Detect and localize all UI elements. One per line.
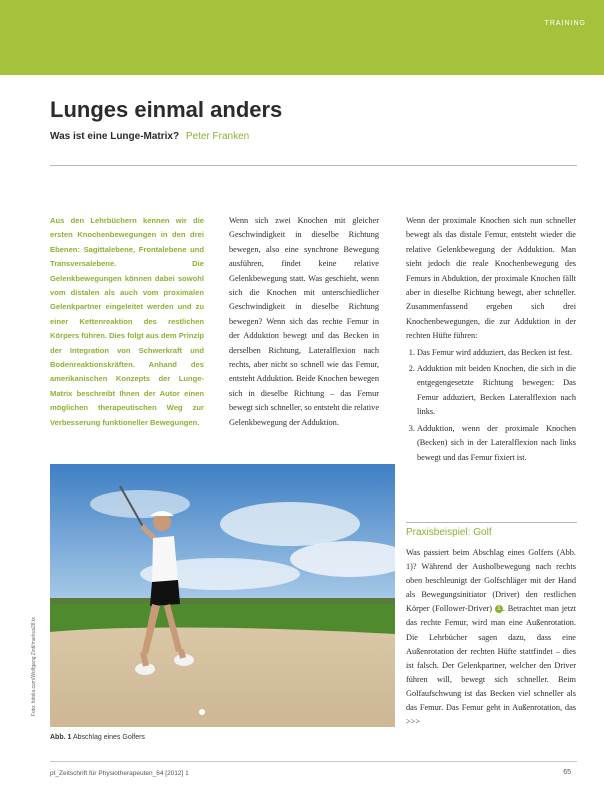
caption-text: Abschlag eines Golfers (72, 734, 145, 741)
golfer-illustration (50, 464, 395, 727)
golfer-photo (50, 464, 395, 727)
caption-number: Abb. 1 (50, 734, 72, 741)
body-paragraph: Wenn sich zwei Knochen mit gleicher Geschwindigkeit in dieselbe Richtung bewegen, also eine synchrone Bewegung ausführen, findet keine relative Gelenkbewegung statt. Was geschieht, wenn sich die Knochen mit unterschiedlicher Geschwindigkeit in dieselbe Richtung bewegen? Wenn sich das rechte Femur in der Adduktion bewegt und das Becken in derselben Richtung, Lateralflexion nach rechts, aber nicht so schnell wie das Femur, entsteht Adduktion. Beide Knochen bewegen sich in dieselbe Richtung – das Femur bewegt sich schneller, so entsteht die relative Gelenkbewegung der Adduktion. (229, 216, 380, 427)
header-bar (0, 0, 604, 75)
list-item: 1. Das Femur wird adduziert, das Becken ist fest. (417, 346, 576, 360)
intro-paragraph: Aus den Lehrbüchern kennen wir die ersten Knochenbewegungen in den drei Ebenen: Sagittalebene, Frontalebene und Transversalebene. Die Gelenkbewegungen können dabei sowohl vom distalen als auch vom proximalen Gelenkpartner eingeleitet werden und zu einer Kettenreaktion des restlichen Körpers führen. Dies folgt aus dem Prinzip der Integration von Schwerkraft und Bodenreaktionskräften. Anhand des amerikanischen Konzepts der Lunge-Matrix beschreibt Ihnen der Autor einen möglichen therapeutischen Weg zur Verbesserung funktioneller Bewegungen. (50, 216, 205, 427)
journal-reference: pt_Zeitschrift für Physiotherapeuten_64 [2012] 1 (50, 770, 189, 777)
body-paragraph: Wenn der proximale Knochen sich nun schneller bewegt als das distale Femur, entsteht wieder die relative Gelenkbewegung der Adduktion. Man sieht jedoch die reale Knochenbewegung des Femurs in Abduktion, der proximale Knochen fällt aber in dieselbe Richtung bewegt, aber schneller. Zusammenfassend ergeben sich drei Knochenbewegungen, die zur Adduktion in der rechten Hüfte führen: (406, 216, 576, 341)
article-subtitle (50, 131, 249, 142)
article-title: Lunges einmal anders (50, 97, 283, 122)
title-divider (50, 165, 577, 166)
practice-box-heading: Praxisbeispiel: Golf (406, 522, 577, 538)
box-text-part: . Betrachtet man jetzt das rechte Femur, wird man eine Außenrotation. Die Lehrbücher sagen dazu, dass eine Außenrotation der rechten Hüfte stattfindet – dies ist falsch. Der Gelenkpartner, welcher den Driver führen will, bewegt sich schneller. Beim Golfaufschwung ist das Becken viel schneller als das Femur. Das Femur geht in Außenrotation, das (406, 604, 577, 713)
box-text-part: Was passiert beim Abschlag eines Golfers (Abb. 1)? Während der Ausholbewegung nach rechts oben beschleunigt der Golfschläger mit der Hand als Bewegungsinitiator (Driver) den restlichen Körper (Follower-Driver) (406, 548, 576, 614)
body-column-right (406, 214, 576, 467)
reference-marker: 1 (495, 605, 503, 613)
adduction-steps-list (406, 346, 576, 465)
photo-credit: Foto: fotolia.com/Wolfgang Zintl/markus28.tx (31, 617, 37, 716)
intro-column (50, 214, 204, 430)
figure-caption (50, 734, 145, 741)
list-item: 3. Adduktion, wenn der proximale Knochen (Becken) sich in der Lateralflexion nach links bewegt und das Femur fixiert ist. (417, 422, 576, 465)
page-number: 65 (563, 769, 571, 776)
list-item: 2. Adduktion mit beiden Knochen, die sich in die entgegengesetzte Richtung bewegen: Das Femur adduziert, Becken Lateralflexion nach links. (417, 362, 576, 420)
body-column-middle (229, 214, 379, 430)
practice-box-text (406, 546, 576, 729)
subtitle-question: Was ist eine Lunge-Matrix? (50, 131, 180, 142)
author-name: Peter Franken (185, 131, 250, 142)
continue-arrow-icon: >>> (406, 717, 421, 727)
section-label: TRAINING (544, 20, 586, 27)
footer-divider (50, 761, 577, 762)
